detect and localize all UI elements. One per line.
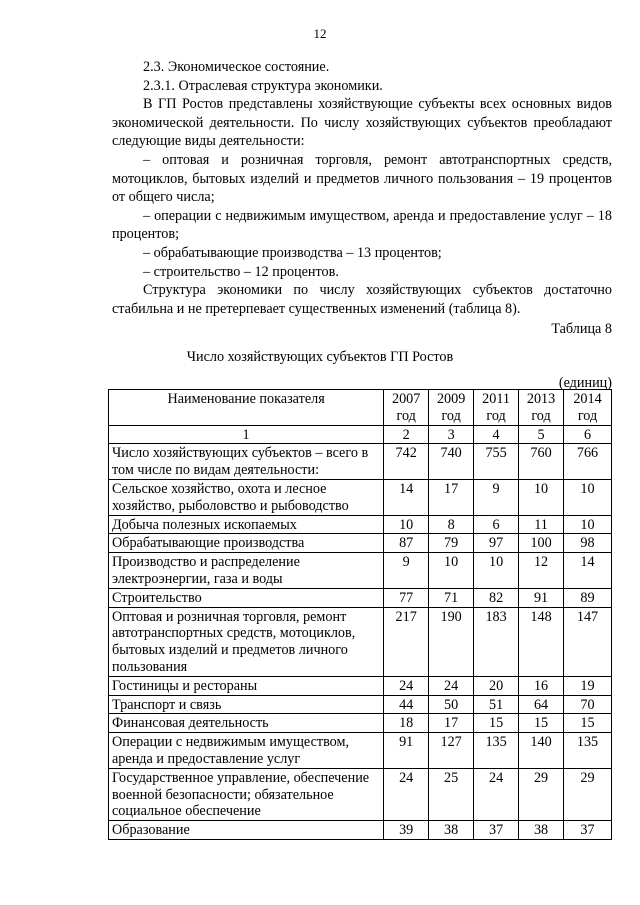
header-year: 2013 год <box>519 390 564 426</box>
row-value: 135 <box>564 733 612 769</box>
table-row <box>109 534 612 553</box>
table-row <box>109 607 612 676</box>
row-value: 87 <box>384 534 429 553</box>
row-value: 147 <box>564 607 612 676</box>
header-year: 2014 год <box>564 390 612 426</box>
row-value: 6 <box>474 515 519 534</box>
row-value: 24 <box>384 676 429 695</box>
row-value: 190 <box>429 607 474 676</box>
header-indicator-name: Наименование показателя <box>109 390 384 426</box>
row-value: 14 <box>564 553 612 589</box>
row-value: 64 <box>519 695 564 714</box>
row-value: 51 <box>474 695 519 714</box>
page-number: 12 <box>313 26 327 41</box>
row-value: 217 <box>384 607 429 676</box>
header-year: 2011 год <box>474 390 519 426</box>
row-value: 18 <box>384 714 429 733</box>
row-value: 11 <box>519 515 564 534</box>
row-value: 140 <box>519 733 564 769</box>
row-value: 29 <box>519 768 564 820</box>
row-value: 89 <box>564 588 612 607</box>
row-value: 20 <box>474 676 519 695</box>
row-value: 740 <box>429 444 474 480</box>
row-value: 50 <box>429 695 474 714</box>
row-value: 10 <box>474 553 519 589</box>
row-indicator-name: Число хозяйствующих субъектов – всего в том числе по видам деятельности: <box>109 444 384 480</box>
body-text <box>112 58 612 318</box>
table-row <box>109 821 612 840</box>
list-item-construction: – строительство – 12 процентов. <box>143 263 339 280</box>
row-indicator-name: Транспорт и связь <box>109 695 384 714</box>
row-value: 100 <box>519 534 564 553</box>
row-value: 24 <box>474 768 519 820</box>
row-value: 10 <box>564 479 612 515</box>
row-value: 15 <box>519 714 564 733</box>
row-value: 135 <box>474 733 519 769</box>
row-value: 742 <box>384 444 429 480</box>
column-index: 4 <box>474 425 519 444</box>
column-index: 5 <box>519 425 564 444</box>
row-value: 91 <box>384 733 429 769</box>
row-value: 8 <box>429 515 474 534</box>
row-value: 39 <box>384 821 429 840</box>
row-value: 79 <box>429 534 474 553</box>
row-indicator-name: Сельское хозяйство, охота и лесное хозяйство, рыболовство и рыбоводство <box>109 479 384 515</box>
column-index-row <box>109 425 612 444</box>
table-title: Число хозяйствующих субъектов ГП Ростов <box>186 349 454 365</box>
table-row <box>109 695 612 714</box>
column-index: 1 <box>109 425 384 444</box>
table-header-row <box>109 390 612 426</box>
row-value: 10 <box>384 515 429 534</box>
row-value: 10 <box>564 515 612 534</box>
row-value: 10 <box>519 479 564 515</box>
row-value: 127 <box>429 733 474 769</box>
row-value: 24 <box>384 768 429 820</box>
header-year: 2007 год <box>384 390 429 426</box>
row-indicator-name: Обрабатывающие производства <box>109 534 384 553</box>
row-value: 9 <box>384 553 429 589</box>
list-item-manufacturing: – обрабатывающие производства – 13 процентов; <box>143 244 442 261</box>
table-row <box>109 714 612 733</box>
row-value: 70 <box>564 695 612 714</box>
row-indicator-name: Оптовая и розничная торговля, ремонт автотранспортных средств, мотоциклов, бытовых изделий и предметов личного пользования <box>109 607 384 676</box>
business-entities-table <box>108 389 612 840</box>
row-value: 24 <box>429 676 474 695</box>
row-value: 38 <box>519 821 564 840</box>
row-value: 97 <box>474 534 519 553</box>
row-indicator-name: Образование <box>109 821 384 840</box>
column-index: 6 <box>564 425 612 444</box>
table-row <box>109 479 612 515</box>
row-value: 37 <box>474 821 519 840</box>
row-indicator-name: Государственное управление, обеспечение военной безопасности; обязательное социальное обеспечение <box>109 768 384 820</box>
list-item-trade: – оптовая и розничная торговля, ремонт автотранспортных средств, мотоциклов, бытовых изделий и предметов личного пользования – 19 процентов от общего числа; <box>112 151 612 206</box>
row-value: 25 <box>429 768 474 820</box>
row-indicator-name: Операции с недвижимым имуществом, аренда и предоставление услуг <box>109 733 384 769</box>
row-value: 760 <box>519 444 564 480</box>
column-index: 3 <box>429 425 474 444</box>
row-value: 77 <box>384 588 429 607</box>
row-value: 15 <box>564 714 612 733</box>
row-value: 82 <box>474 588 519 607</box>
row-indicator-name: Производство и распределение электроэнергии, газа и воды <box>109 553 384 589</box>
table-row <box>109 515 612 534</box>
row-value: 17 <box>429 714 474 733</box>
row-value: 44 <box>384 695 429 714</box>
row-value: 17 <box>429 479 474 515</box>
row-indicator-name: Финансовая деятельность <box>109 714 384 733</box>
row-value: 98 <box>564 534 612 553</box>
row-indicator-name: Строительство <box>109 588 384 607</box>
row-value: 15 <box>474 714 519 733</box>
row-value: 38 <box>429 821 474 840</box>
row-value: 12 <box>519 553 564 589</box>
row-value: 9 <box>474 479 519 515</box>
intro-paragraph: В ГП Ростов представлены хозяйствующие субъекты всех основных видов экономической деятельности. По числу хозяйствующих субъектов преобладают следующие виды деятельности: <box>112 96 612 150</box>
row-value: 183 <box>474 607 519 676</box>
table-units: (единиц) <box>558 375 612 391</box>
list-item-real-estate: – операции с недвижимым имуществом, аренда и предоставление услуг – 18 процентов; <box>112 207 612 243</box>
conclusion-paragraph: Структура экономики по числу хозяйствующих субъектов достаточно стабильна и не претерпевает существенных изменений (таблица 8). <box>112 282 612 317</box>
row-value: 37 <box>564 821 612 840</box>
row-value: 148 <box>519 607 564 676</box>
row-indicator-name: Гостиницы и рестораны <box>109 676 384 695</box>
row-value: 755 <box>474 444 519 480</box>
table-row <box>109 444 612 480</box>
row-value: 16 <box>519 676 564 695</box>
row-indicator-name: Добыча полезных ископаемых <box>109 515 384 534</box>
column-index: 2 <box>384 425 429 444</box>
header-year: 2009 год <box>429 390 474 426</box>
section-heading: 2.3. Экономическое состояние. <box>143 59 330 75</box>
row-value: 14 <box>384 479 429 515</box>
table-row <box>109 588 612 607</box>
table-row <box>109 768 612 820</box>
table-row <box>109 676 612 695</box>
row-value: 10 <box>429 553 474 589</box>
table-row <box>109 733 612 769</box>
subsection-heading: 2.3.1. Отраслевая структура экономики. <box>143 77 383 94</box>
row-value: 71 <box>429 588 474 607</box>
row-value: 766 <box>564 444 612 480</box>
row-value: 19 <box>564 676 612 695</box>
row-value: 29 <box>564 768 612 820</box>
table-row <box>109 553 612 589</box>
table-body <box>109 444 612 840</box>
table-caption: Таблица 8 <box>551 321 612 337</box>
row-value: 91 <box>519 588 564 607</box>
